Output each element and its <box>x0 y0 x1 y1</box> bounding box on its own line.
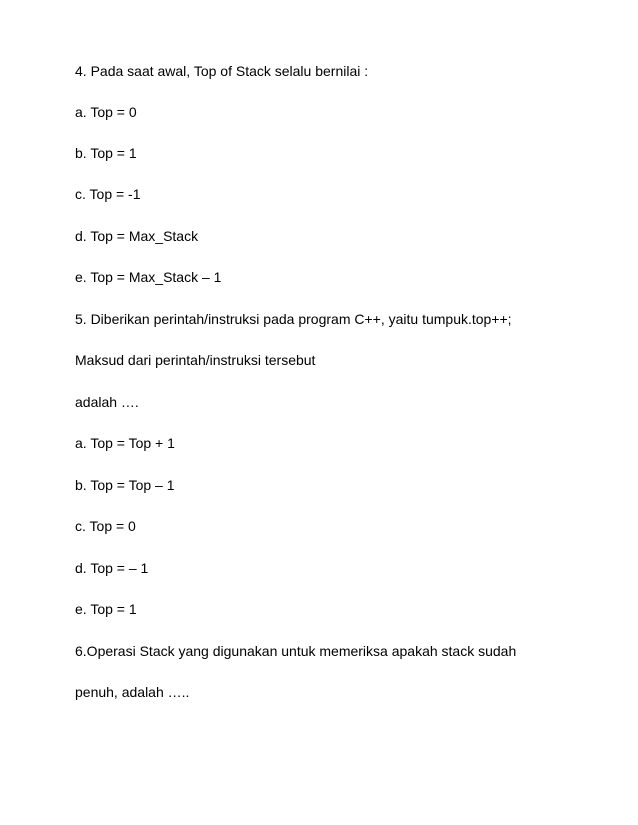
question-6-text-cont: penuh, adalah ….. <box>75 684 190 700</box>
question-4-option-a: a. Top = 0 <box>75 104 137 120</box>
question-4-option-c: c. Top = -1 <box>75 186 141 202</box>
question-5-text-end: adalah …. <box>75 394 139 410</box>
question-4-text: 4. Pada saat awal, Top of Stack selalu bernilai : <box>75 63 369 79</box>
question-5-text-cont: Maksud dari perintah/instruksi tersebut <box>75 352 316 368</box>
question-5-option-d: d. Top = – 1 <box>75 560 149 576</box>
question-5-option-b: b. Top = Top – 1 <box>75 477 175 493</box>
question-6-text: 6.Operasi Stack yang digunakan untuk memeriksa apakah stack sudah <box>75 643 517 659</box>
question-4-option-e: e. Top = Max_Stack – 1 <box>75 269 222 285</box>
question-5-option-c: c. Top = 0 <box>75 518 136 534</box>
question-5-option-e: e. Top = 1 <box>75 601 137 617</box>
question-4-option-d: d. Top = Max_Stack <box>75 228 199 244</box>
question-5-text: 5. Diberikan perintah/instruksi pada program C++, yaitu tumpuk.top++; <box>75 311 512 327</box>
question-4-option-b: b. Top = 1 <box>75 145 137 161</box>
question-5-option-a: a. Top = Top + 1 <box>75 435 175 451</box>
